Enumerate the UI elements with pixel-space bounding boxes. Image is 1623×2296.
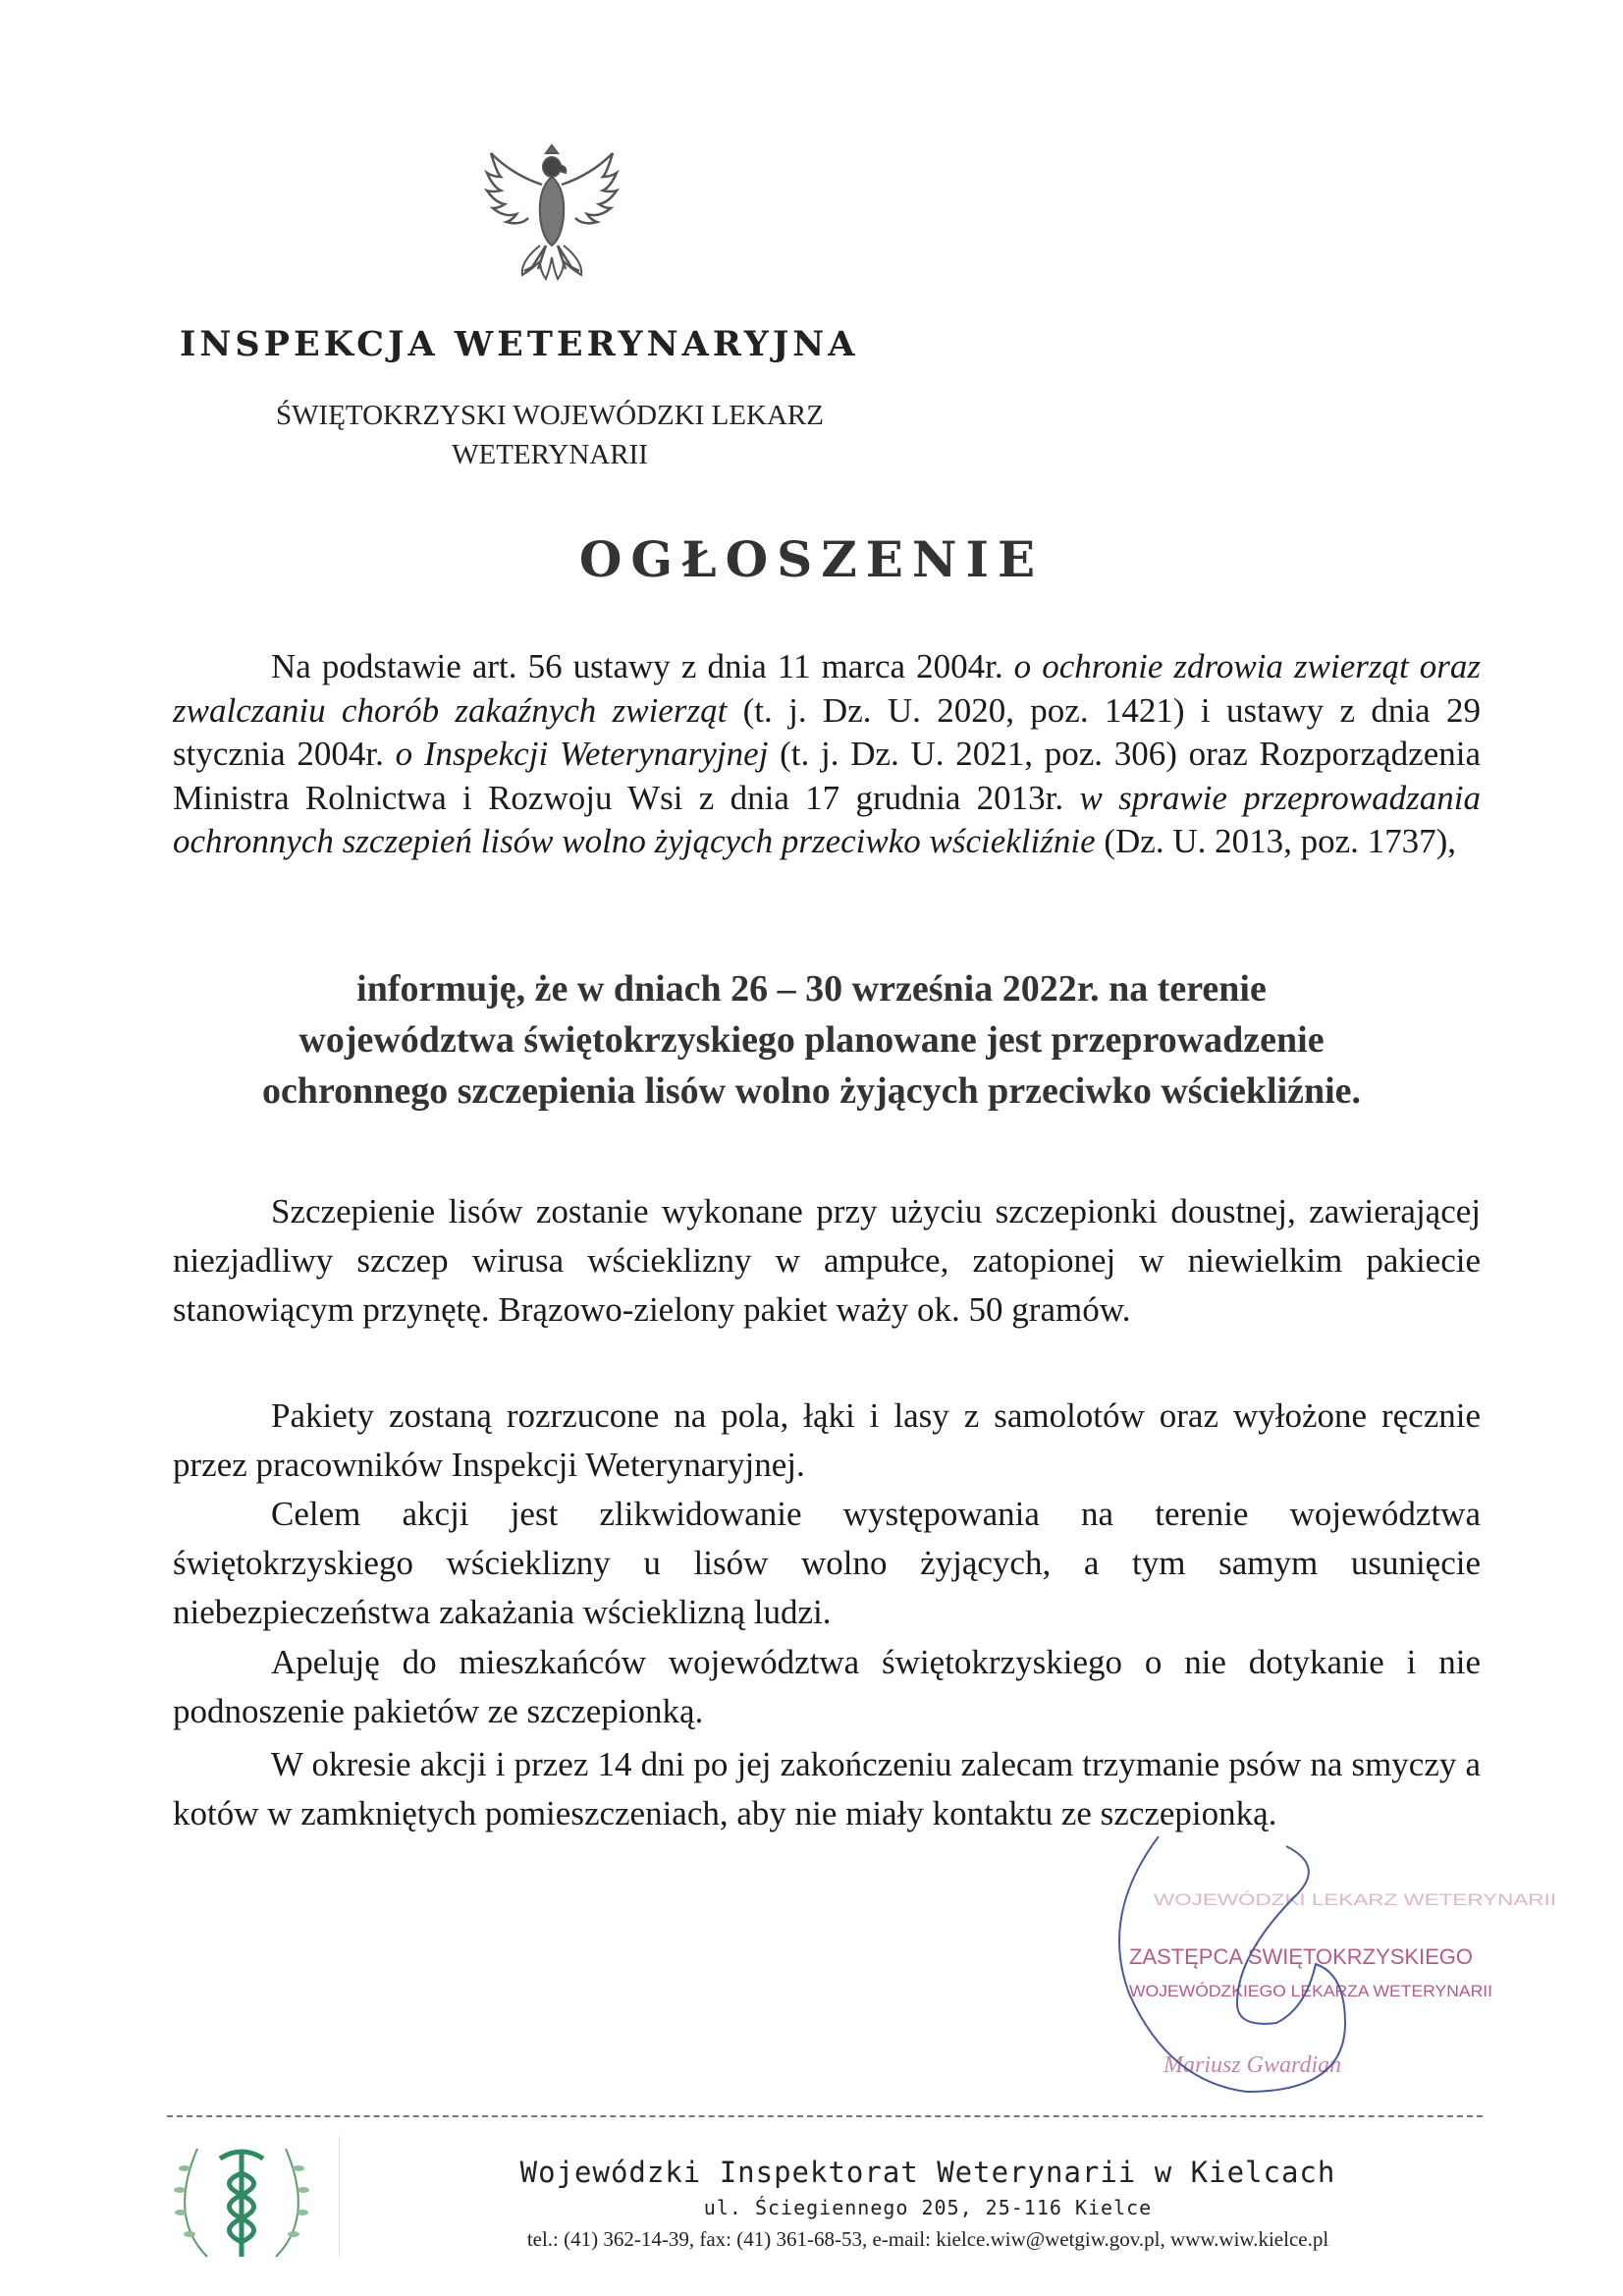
announcement-title: OGŁOSZENIE [578, 530, 1045, 588]
highlight-line2: województwa świętokrzyskiego planowane jest przeprowadzenie [298, 1019, 1325, 1061]
veterinary-logo-icon [163, 2129, 320, 2276]
highlight-line1: informuję, że w dniach 26 – 30 września 2022r. na terenie [356, 968, 1267, 1010]
announcement-highlight [137, 963, 1486, 1117]
legal-basis-text-2: (t. j. Dz. U. 2020, poz. 1421) i ustawy z dnia 29 stycznia 2004r. [173, 690, 1481, 773]
footer-divider [167, 2115, 1483, 2117]
office-name [196, 396, 903, 474]
legal-basis-text-3: (t. j. Dz. U. 2021, poz. 306) oraz Rozporządzenia Ministra Rolnictwa i Rozwoju Wsi z dnia 17 grudnia 2013r. [173, 735, 1481, 817]
stamp-line2: WOJEWÓDZKIEGO LEKARZA WETERYNARII [1129, 1982, 1492, 2000]
footer-institution: Wojewódzki Inspektorat Weterynarii w Kielcach [519, 2156, 1336, 2189]
body-paragraph-distribution: Pakiety zostaną rozrzucone na pola, łąki i lasy z samolotów oraz wyłożone ręcznie przez pracowników Inspekcji Weterynaryjnej. [173, 1396, 1481, 1484]
stamp-line0: WOJEWÓDZKI LEKARZ WETERYNARII [1154, 1890, 1556, 1909]
stamp-signature: Mariusz Gwardian [1163, 2052, 1342, 2078]
legal-basis-paragraph [173, 645, 1481, 864]
legal-basis-text-4: (Dz. U. 2013, poz. 1737), [1095, 822, 1457, 860]
footer-address: ul. Ściegiennego 205, 25-116 Kielce [703, 2196, 1153, 2219]
act-title-animal-health: o ochronie zdrowia zwierząt oraz zwalczaniu chorób zakaźnych zwierząt [173, 647, 1481, 730]
official-stamp [1090, 1836, 1600, 2102]
stamp-line1: ZASTĘPCA ŚWIĘTOKRZYSKIEGO [1129, 1944, 1473, 1969]
office-name-line2: WETERYNARII [452, 439, 648, 470]
footer-contact: tel.: (41) 362-14-39, fax: (41) 361-68-53, e-mail: kielce.wiw@wetgiw.gov.pl, www.wiw.kielce.pl [526, 2227, 1329, 2251]
footer-separator [339, 2136, 340, 2259]
organization-name: INSPEKCJA WETERYNARYJNA [180, 324, 859, 364]
legal-basis-text-1: Na podstawie art. 56 ustawy z dnia 11 marca 2004r. [271, 647, 1014, 685]
office-name-line1: ŚWIĘTOKRZYSKI WOJEWÓDZKI LEKARZ [276, 400, 824, 431]
act-title-veterinary-inspection: o Inspekcji Weterynaryjnej [395, 735, 769, 773]
regulation-title: w sprawie przeprowadzania ochronnych szczepień lisów wolno żyjących przeciwko wściekliźnie [173, 778, 1481, 860]
body-paragraph-pets: W okresie akcji i przez 14 dni po jej zakończeniu zalecam trzymanie psów na smyczy a kotów w zamkniętych pomieszczeniach, aby nie miały kontaktu ze szczepionką. [173, 1745, 1481, 1832]
eagle-emblem-icon [481, 136, 623, 293]
body-paragraph-vaccine: Szczepienie lisów zostanie wykonane przy użyciu szczepionki doustnej, zawierającej niezjadliwy szczep wirusa wścieklizny w ampułce, zatopionej w niewielkim pakiecie stanowiącym przynętę. Brązowo-zielony pakiet waży ok. 50 gramów. [173, 1192, 1481, 1329]
body-paragraph-appeal: Apeluję do mieszkańców województwa świętokrzyskiego o nie dotykanie i nie podnoszenie pakietów ze szczepionką. [173, 1643, 1481, 1730]
body-paragraph-goal: Celem akcji jest zlikwidowanie występowania na terenie województwa świętokrzyskiego wścieklizny u lisów wolno żyjących, a tym samym usunięcie niebezpieczeństwa zakażania wścieklizną ludzi. [173, 1495, 1481, 1631]
highlight-line3: ochronnego szczepienia lisów wolno żyjących przeciwko wściekliźnie. [261, 1070, 1362, 1112]
